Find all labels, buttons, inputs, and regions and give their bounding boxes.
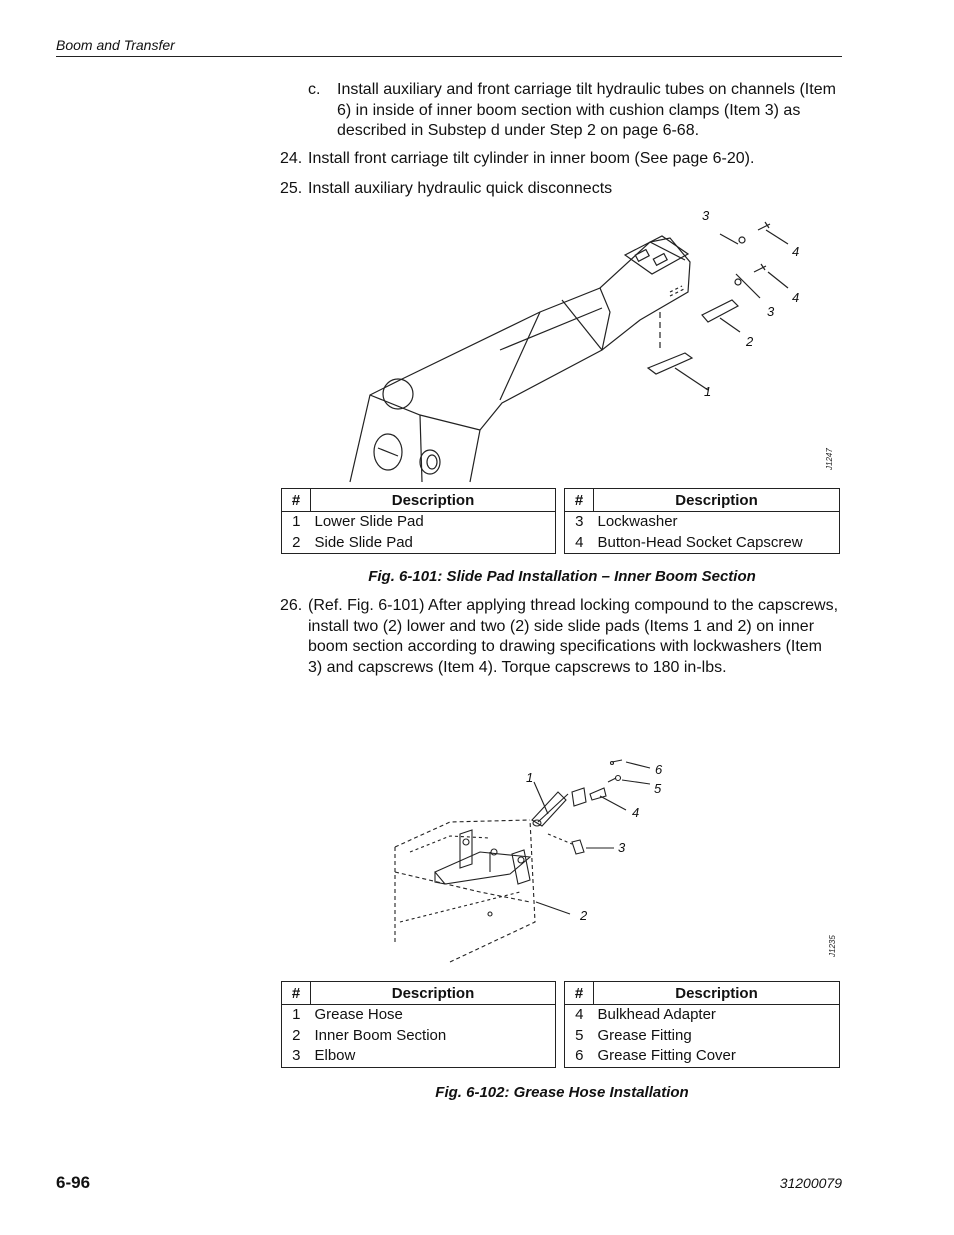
fig102-callout-1: 1 (526, 770, 534, 785)
step-26-text: (Ref. Fig. 6-101) After applying thread locking compound to the capscrews, install two (2) lower and two (2) side slide pads (Items 1 and 2) on inner boom section according to drawing specifications with lockwashers (Item 3) and capscrews (Item 4). Torque capscrews to 180 in-lbs. (308, 597, 839, 676)
legend-header-num: # (565, 982, 594, 1005)
callout-leader-4 (600, 796, 626, 810)
boom-flange-line (500, 308, 602, 350)
legend-item-num: 1 (292, 513, 301, 531)
legend-header-desc: Description (311, 982, 556, 1005)
boom-rivet (488, 912, 492, 916)
fig101-legend-left (281, 488, 556, 554)
legend-header-num: # (565, 489, 594, 512)
step-25 (280, 179, 840, 200)
boom-pin-boss-inner (427, 455, 437, 469)
callout-leader-6 (626, 762, 650, 768)
bulkhead-adapter (572, 788, 586, 806)
fig101-drawing-id: J1247 (825, 448, 834, 470)
table-row (282, 1026, 556, 1047)
fig101-callout-3a: 3 (702, 208, 710, 223)
step-25-text: Install auxiliary hydraulic quick disconnects (308, 180, 613, 197)
top-slot-2 (653, 254, 667, 266)
table-row (282, 533, 556, 554)
legend-item-num: 1 (292, 1006, 301, 1024)
legend-header-desc: Description (594, 982, 840, 1005)
boom-mid-edge (395, 872, 530, 902)
fig102-caption: Fig. 6-102: Grease Hose Installation (435, 1084, 689, 1101)
fig101-callout-4b: 4 (792, 290, 800, 305)
bracket-center-hole (491, 849, 497, 855)
fig102-callout-3: 3 (618, 840, 626, 855)
callout-leader-4a (766, 230, 788, 244)
boom-top-plate (625, 236, 688, 274)
fig-102-drawing (390, 752, 840, 970)
table-row (565, 1046, 840, 1067)
legend-item-num: 4 (575, 533, 584, 551)
fig102-callout-6: 6 (655, 762, 663, 777)
lockwasher-lower (735, 279, 741, 285)
legend-item-num: 4 (575, 1006, 584, 1024)
table-row (282, 1046, 556, 1067)
table-row (565, 512, 840, 533)
grease-fitting-head (616, 776, 621, 781)
grease-hose-illustration (390, 752, 840, 970)
boom-edge (370, 395, 480, 430)
fig102-callout-2: 2 (580, 908, 588, 923)
legend-item-desc: Elbow (314, 1047, 356, 1065)
fig101-callout-1: 1 (704, 384, 712, 399)
legend-header-desc: Description (594, 489, 840, 512)
grease-hose-body (532, 792, 566, 826)
legend-item-num: 5 (575, 1026, 584, 1044)
step-24 (280, 149, 840, 170)
fig102-callout-5: 5 (654, 781, 662, 796)
boom-hole-large (383, 379, 413, 409)
elbow-centerline (548, 834, 572, 844)
callout-leader-1 (534, 782, 548, 814)
boom-web-line-2 (562, 300, 602, 350)
table-row (565, 533, 840, 554)
fig102-legend-right (564, 981, 840, 1068)
callout-leader-4b (768, 272, 788, 288)
legend-item-num: 2 (292, 533, 301, 551)
top-slot-1 (635, 250, 649, 262)
fig102-callout-4: 4 (632, 805, 640, 820)
slide-pad-illustration (340, 200, 840, 485)
boom-step (600, 288, 610, 350)
header-rule (56, 56, 842, 57)
step-c (308, 80, 848, 142)
capscrew-lower (754, 264, 766, 272)
lower-slide-pad (648, 353, 692, 374)
legend-item-num: 2 (292, 1026, 301, 1044)
legend-item-desc: Lower Slide Pad (314, 513, 424, 531)
bracket-ear-left (460, 830, 472, 868)
callout-leader-3b (736, 274, 760, 298)
fig102-legend-left (281, 981, 556, 1068)
fig101-callout-4a: 4 (792, 244, 800, 259)
bracket-hole-right (518, 857, 524, 863)
table-row (282, 512, 556, 533)
fig101-caption: Fig. 6-101: Slide Pad Installation – Inner Boom Section (368, 568, 756, 585)
legend-item-num: 6 (575, 1047, 584, 1065)
fig102-drawing-id: J1235 (828, 935, 837, 957)
legend-item-desc: Lockwasher (597, 513, 678, 531)
table-row (282, 1005, 556, 1026)
boom-bottom-line (400, 892, 520, 922)
elbow (572, 840, 584, 854)
legend-item-desc: Bulkhead Adapter (597, 1006, 716, 1024)
legend-item-desc: Grease Fitting (597, 1026, 692, 1044)
legend-item-desc: Inner Boom Section (314, 1026, 447, 1044)
boom-web-line (500, 312, 540, 400)
boom-inner-line (410, 836, 490, 852)
boom-top-edge (650, 242, 685, 260)
legend-item-num: 3 (575, 513, 584, 531)
legend-item-desc: Grease Hose (314, 1006, 403, 1024)
fig101-legend-right (564, 488, 840, 554)
lockwasher-upper (739, 237, 745, 243)
capscrew-upper (758, 222, 770, 230)
bracket-hole-left (463, 839, 469, 845)
step-25-number: 25. (280, 180, 303, 197)
running-header: Boom and Transfer (56, 37, 175, 53)
grease-fitting (608, 778, 616, 782)
callout-leader-2 (720, 318, 740, 332)
step-26 (280, 596, 840, 678)
step-26-number: 26. (280, 597, 303, 614)
step-24-number: 24. (280, 150, 303, 167)
legend-header-num: # (282, 489, 311, 512)
bracket-plate (435, 852, 530, 884)
table-row (565, 1005, 840, 1026)
fig-101-drawing (340, 200, 840, 485)
grease-fitting-cover-tab (611, 762, 614, 765)
legend-header-desc: Description (311, 489, 556, 512)
table-row (565, 1026, 840, 1047)
callout-leader-3a (720, 234, 738, 244)
legend-item-desc: Side Slide Pad (314, 533, 413, 551)
callout-leader-2 (536, 902, 570, 914)
legend-item-desc: Grease Fitting Cover (597, 1047, 736, 1065)
document-number: 31200079 (779, 1175, 842, 1191)
callout-leader-5 (622, 780, 650, 784)
step-24-text: Install front carriage tilt cylinder in inner boom (See page 6-20). (308, 150, 755, 167)
fig101-callout-3b: 3 (767, 304, 775, 319)
boom-edge-vertical (420, 415, 422, 482)
fig101-callout-2: 2 (746, 334, 754, 349)
legend-item-desc: Button-Head Socket Capscrew (597, 533, 803, 551)
boom-hole-slot-line (378, 448, 398, 456)
page-number: 6-96 (56, 1173, 91, 1192)
step-c-text: Install auxiliary and front carriage tilt hydraulic tubes on channels (Item 6) in inside of inner boom section with cushion clamps (Item 3) as described in Substep d under Step 2 on page 6-68. (337, 81, 836, 139)
step-c-label: c. (308, 81, 321, 98)
legend-header-num: # (282, 982, 311, 1005)
legend-item-num: 3 (292, 1047, 301, 1065)
